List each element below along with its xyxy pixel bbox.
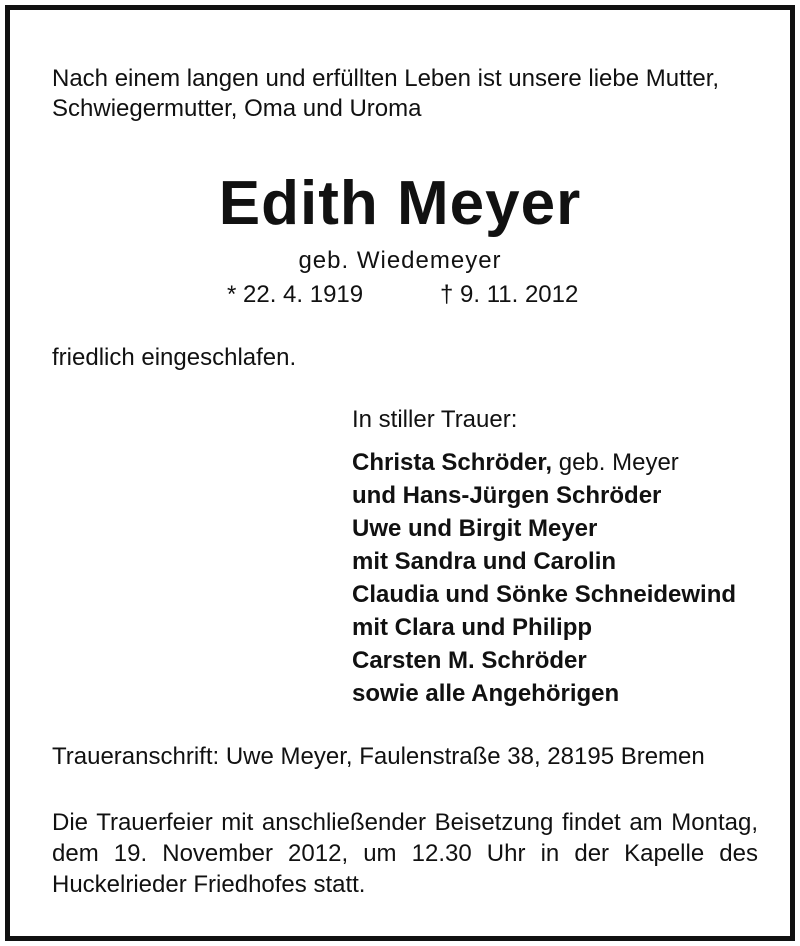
mourner-name: sowie alle Angehörigen: [352, 680, 620, 707]
birth-date: * 22. 4. 1919: [227, 281, 364, 308]
passing-text: friedlich eingeschlafen.: [52, 344, 297, 371]
obituary-notice: [5, 5, 795, 941]
mourner-line: [352, 512, 736, 545]
birth-name: geb. Wiedemeyer: [298, 247, 502, 274]
mourner-line: [352, 611, 736, 644]
mourner-line: [352, 479, 736, 512]
mourner-line: [352, 446, 736, 479]
mourner-name: und Hans-Jürgen Schröder: [352, 482, 662, 509]
intro-text: Nach einem langen und erfüllten Leben ist unsere liebe Mutter, Schwiegermutter, Oma und Uroma: [52, 65, 720, 122]
mourner-name: Uwe und Birgit Meyer: [352, 515, 598, 542]
mourner-name: mit Sandra und Carolin: [352, 548, 617, 575]
mourner-line: [352, 578, 736, 611]
mourner-note: geb. Meyer: [552, 449, 679, 476]
service-info: Die Trauerfeier mit anschließender Beisetzung findet am Montag, dem 19. November 2012, um 12.30 Uhr in der Kapelle des Huckelrieder Friedhofes statt.: [52, 809, 758, 898]
mourner-name: Christa Schröder,: [352, 449, 553, 476]
mourner-line: [352, 644, 736, 677]
mourning-address: Traueranschrift: Uwe Meyer, Faulenstraße 38, 28195 Bremen: [52, 743, 705, 770]
death-date: † 9. 11. 2012: [440, 281, 579, 308]
mourner-name: Carsten M. Schröder: [352, 647, 587, 674]
mourners-list: [352, 446, 736, 710]
mourner-name: Claudia und Sönke Schneidewind: [352, 581, 737, 608]
mourner-name: mit Clara und Philipp: [352, 614, 593, 641]
deceased-name: Edith Meyer: [218, 169, 582, 238]
mourner-line: [352, 545, 736, 578]
mourner-line: [352, 677, 736, 710]
mourning-intro: In stiller Trauer:: [352, 406, 518, 433]
